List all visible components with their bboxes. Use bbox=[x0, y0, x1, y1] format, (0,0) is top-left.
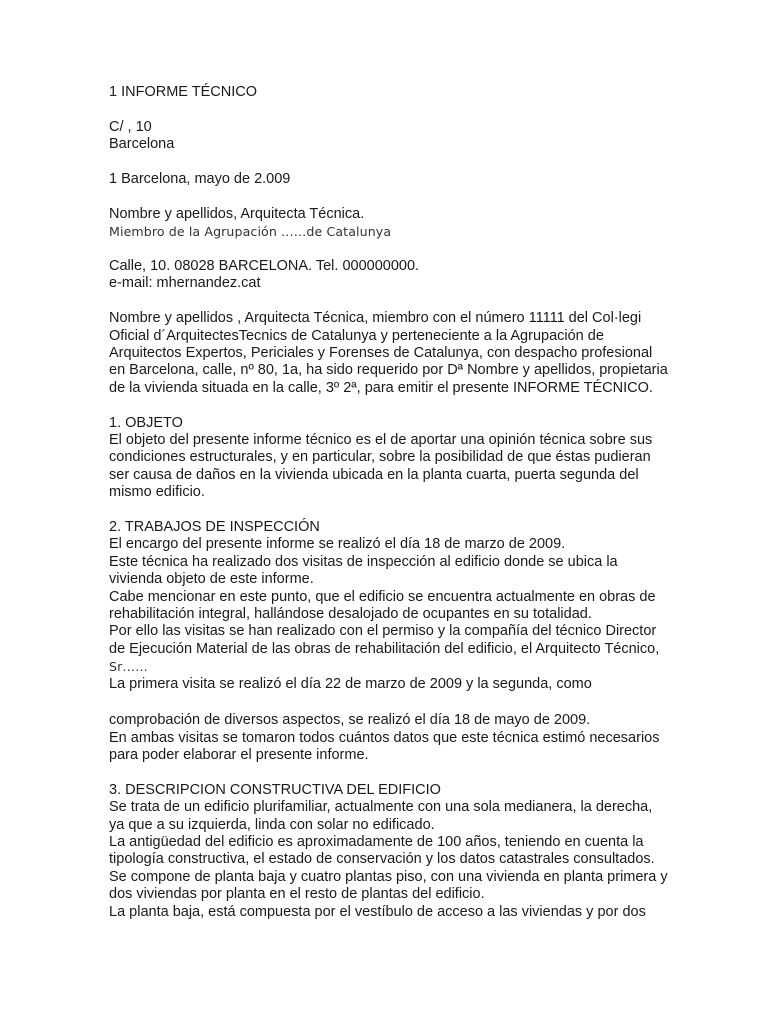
section-line: comprobación de diversos aspectos, se realizó el día 18 de mayo de 2009. bbox=[109, 712, 591, 729]
section-line: El objeto del presente informe técnico es el de aportar una opinión técnica sobre sus bbox=[109, 432, 653, 449]
section-line: tipología constructiva, el estado de conservación y los datos catastrales consultados. bbox=[109, 851, 655, 868]
document-date: 1 Barcelona, mayo de 2.009 bbox=[109, 171, 291, 187]
intro-line: Oficial d´ArquitectesTecnics de Catalunya y perteneciente a la Agrupación de bbox=[109, 327, 604, 344]
document-body bbox=[109, 84, 669, 921]
section-line: Se trata de un edificio plurifamiliar, actualmente con una sola medianera, la derecha, bbox=[109, 799, 653, 816]
section-objeto bbox=[109, 415, 669, 502]
section-line: Por ello las visitas se han realizado con el permiso y la compañía del técnico Director bbox=[109, 623, 657, 640]
section-line: vivienda objeto de este informe. bbox=[109, 571, 314, 588]
section-line: La antigüedad del edificio es aproximadamente de 100 años, teniendo en cuenta la bbox=[109, 833, 644, 850]
section-line: Cabe mencionar en este punto, que el edificio se encuentra actualmente en obras de bbox=[109, 588, 656, 605]
section-line: En ambas visitas se tomaron todos cuántos datos que este técnica estimó necesarios bbox=[109, 729, 660, 746]
section-line: La planta baja, está compuesta por el vestíbulo de acceso a las viviendas y por dos bbox=[109, 903, 646, 920]
intro-line: en Barcelona, calle, nº 80, 1a, ha sido requerido por Dª Nombre y apellidos, propietaria bbox=[109, 362, 668, 379]
intro-line: Nombre y apellidos , Arquitecta Técnica, miembro con el número 11111 del Col·legi bbox=[109, 310, 642, 327]
intro-line: de la vivienda situada en la calle, 3º 2ª, para emitir el presente INFORME TÉCNICO. bbox=[109, 379, 653, 396]
member-line: Miembro de la Agrupación ……de Catalunya bbox=[109, 224, 392, 240]
address-line-2: Barcelona bbox=[109, 136, 175, 153]
address-line-1: C/ , 10 bbox=[109, 118, 152, 135]
section-line: condiciones estructurales, y en particular, sobre la posibilidad de que éstas pudieran bbox=[109, 449, 651, 466]
author-line: Nombre y apellidos, Arquitecta Técnica. bbox=[109, 205, 365, 222]
section-trabajos bbox=[109, 519, 669, 764]
section-line: Este técnica ha realizado dos visitas de inspección al edificio donde se ubica la bbox=[109, 553, 618, 570]
section-heading: 3. DESCRIPCION CONSTRUCTIVA DEL EDIFICIO bbox=[109, 781, 441, 798]
intro-paragraph bbox=[109, 310, 669, 397]
contact-line: Calle, 10. 08028 BARCELONA. Tel. 000000000. bbox=[109, 258, 420, 274]
section-line: Se compone de planta baja y cuatro plantas piso, con una vivienda en planta primera y bbox=[109, 868, 668, 885]
sr-line: Sr…… bbox=[109, 659, 148, 675]
visit-line: La primera visita se realizó el día 22 de marzo de 2009 y la segunda, como bbox=[109, 675, 592, 692]
section-line: dos viviendas por planta en el resto de plantas del edificio. bbox=[109, 886, 485, 903]
section-line: rehabilitación integral, hallándose desalojado de ocupantes en su totalidad. bbox=[109, 606, 592, 623]
intro-line: Arquitectos Expertos, Periciales y Forenses de Catalunya, con despacho profesional bbox=[109, 345, 653, 362]
section-line: de Ejecución Material de las obras de rehabilitación del edificio, el Arquitecto Técnico, bbox=[109, 640, 660, 657]
section-line: ser causa de daños en la vivienda ubicada en la planta cuarta, puerta segunda del bbox=[109, 466, 639, 483]
section-line: mismo edificio. bbox=[109, 484, 205, 501]
email-line: e-mail: mhernandez.cat bbox=[109, 275, 261, 292]
section-line: para poder elaborar el presente informe. bbox=[109, 746, 369, 763]
section-line: El encargo del presente informe se realizó el día 18 de marzo de 2009. bbox=[109, 536, 566, 553]
section-line: ya que a su izquierda, linda con solar no edificado. bbox=[109, 816, 435, 833]
section-heading: 2. TRABAJOS DE INSPECCIÓN bbox=[109, 519, 320, 536]
document-title: 1 INFORME TÉCNICO bbox=[109, 84, 257, 100]
section-heading: 1. OBJETO bbox=[109, 414, 183, 431]
section-descripcion bbox=[109, 782, 669, 921]
